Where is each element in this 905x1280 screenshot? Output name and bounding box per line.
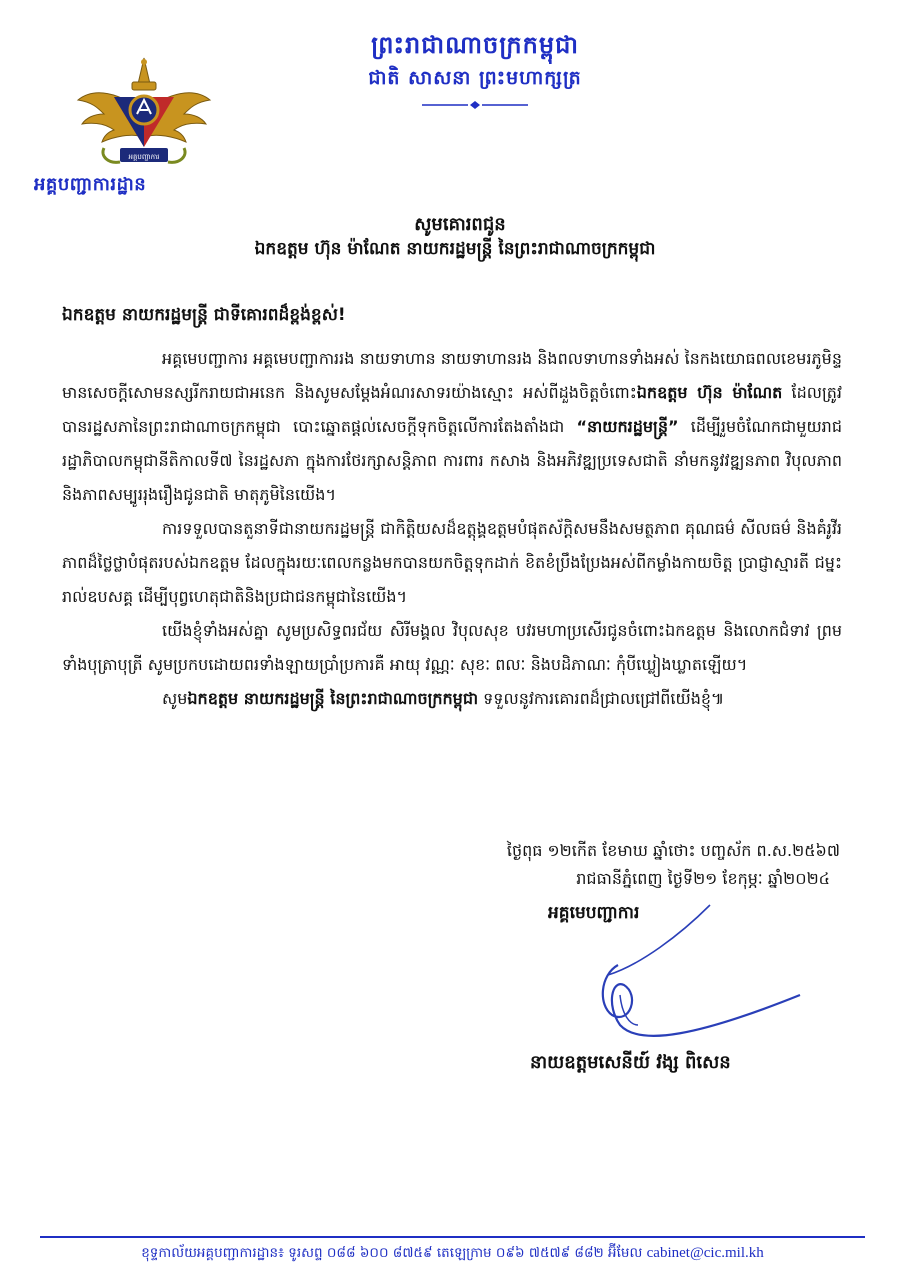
lunar-date: ថ្ងៃពុធ ១២កើត ខែមាឃ ឆ្នាំថោះ បញ្ចស័ក ព.ស.២៥៦៧ [506,841,840,860]
signer-name: នាយឧត្តមសេនីយ៍ វង្ស ពិសេន [530,1052,731,1073]
national-motto: ជាតិ សាសនា ព្រះមហាក្សត្រ [368,67,582,89]
paragraph-1-quote: “នាយករដ្ឋមន្ត្រី” [576,417,679,436]
paragraph-1-bold: ឯកឧត្តម ហ៊ុន ម៉ាណែត [636,383,783,402]
paragraph-2: ការទទួលបានតួនាទីជានាយករដ្ឋមន្ត្រី ជាកិត្តិយសដ៏ឧត្តុង្គឧត្តមបំផុតស័ក្តិសមនឹងសមត្ថភាព គុណធម៌ សីលធម៌ និងគំរូវីរភាពដ៏ថ្លៃថ្លាបំផុតរបស់ឯកឧត្តម ដែលក្នុងរយៈពេលកន្លងមកបានយកចិត្តទុកដាក់ ខិតខំប្រឹងប្រែងអស់ពីកម្លាំងកាយចិត្ត ប្រាជ្ញាស្មារតី ជម្នះរាល់ឧបសគ្គ ដើម្បីបុព្វហេតុជាតិនិងប្រជាជនកម្ពុជានៃយើង។ [62,519,842,606]
paragraph-1-cont: ដែលត្រូវបានរដ្ឋសភានៃព្រះរាជាណាចក្រកម្ពុជា បោះឆ្នោតផ្តល់សេចក្តីទុកចិត្តលើការតែងតាំងជា [62,383,842,436]
footer-divider [40,1236,865,1238]
footer-contact [40,1244,865,1264]
salutation-to: សូមគោរពជូន [414,214,506,235]
paragraph-4-end: ទទួលនូវការគោរពដ៏ជ្រាលជ្រៅពីយើងខ្ញុំ៕ [478,689,725,708]
place-date: រាជធានីភ្នំពេញ ថ្ងៃទី២១ ខែកុម្ភៈ ឆ្នាំ២០២៤ [576,869,830,888]
emblem-caption: អគ្គបញ្ជាការដ្ឋាន [34,174,147,195]
military-emblem-icon [74,52,214,172]
letter-body [62,342,842,716]
paragraph-4-start: សូម [162,689,188,708]
paragraph-4-bold: ឯកឧត្តម នាយករដ្ឋមន្ត្រី នៃព្រះរាជាណាចក្រកម្ពុជា [187,689,479,708]
greeting: ឯកឧត្តម នាយករដ្ឋមន្ត្រី ជាទីគោរពដ៏ខ្ពង់ខ្ពស់! [62,305,346,325]
handwritten-signature-icon [560,875,820,1055]
paragraph-1 [62,342,842,512]
footer-email-link[interactable]: cabinet@cic.mil.kh [646,1245,764,1261]
paragraph-3: យើងខ្ញុំទាំងអស់គ្នា សូមប្រសិទ្ធពរជ័យ សិរីមង្គល វិបុលសុខ បវរមហាប្រសើរជូនចំពោះឯកឧត្តម និងលោកជំទាវ ព្រមទាំងបុត្រាបុត្រី សូមប្រកបដោយពរទាំងឡាយប្រាំប្រការគឺ អាយុ វណ្ណៈ សុខៈ ពលៈ និងបដិភាណៈ កុំបីឃ្លៀងឃ្លាតឡើយ។ [62,621,842,674]
paragraph-1-end: ដើម្បីរួមចំណែកជាមួយរាជរដ្ឋាភិបាលកម្ពុជានីតិកាលទី៧ នៃរដ្ឋសភា ក្នុងការថែរក្សាសន្តិភាព ការពារ កសាង និងអភិវឌ្ឍប្រទេសជាតិ នាំមកនូវវឌ្ឍនភាព វិបុលភាព និងភាពសម្បូររុងរឿងជូនជាតិ មាតុភូមិនៃយើង។ [62,417,842,504]
paragraph-4 [62,682,842,716]
header-ornament-icon [420,100,530,110]
signer-title: អគ្គមេបញ្ជាការ [548,903,640,923]
paragraph-1-text: អគ្គមេបញ្ជាការ អគ្គមេបញ្ជាការរង នាយទាហាន នាយទាហានរង និងពលទាហានទាំងអស់ នៃកងយោធពលខេមរភូមិន្ទ មានសេចក្តីសោមនស្សរីករាយជាអនេក និងសូមសម្តែងអំណរសាទរយ៉ាងស្មោះ អស់ពីដួងចិត្តចំពោះ [62,349,842,402]
emblem-ribbon-text: អគ្គបញ្ជាការ [128,153,160,161]
kingdom-title: ព្រះរាជាណាចក្រកម្ពុជា [371,31,579,59]
recipient-name: ឯកឧត្តម ហ៊ុន ម៉ាណែត នាយករដ្ឋមន្ត្រី នៃព្រះរាជាណាចក្រកម្ពុជា [254,239,656,259]
footer-text: ខុទ្ទកាល័យអគ្គបញ្ជាការដ្ឋាន៖ ទូរសព្ទ ០៨៨ ៦០០ ៨៧៥៩ តេឡេក្រាម ០៩៦ ៧៥៧៩ ៨៨២ អ៊ីមែល [141,1245,643,1261]
